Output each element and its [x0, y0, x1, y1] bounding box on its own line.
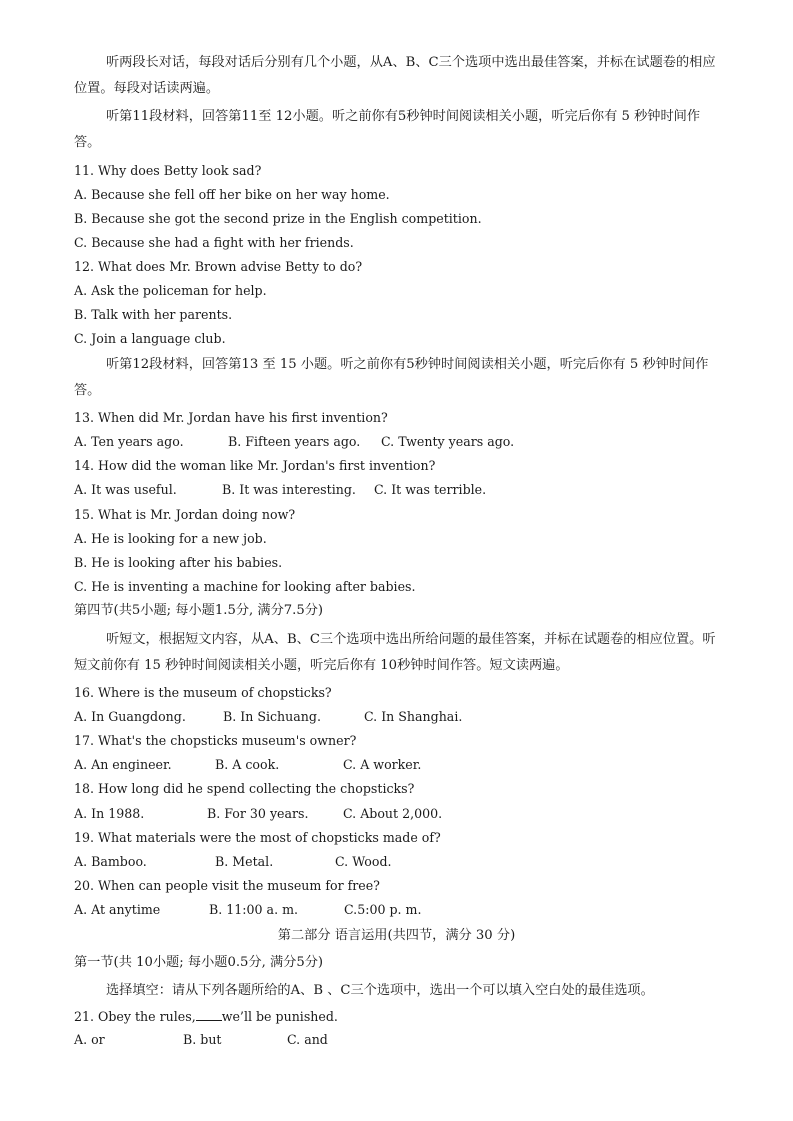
option-b: B. Metal. — [215, 854, 274, 869]
question-21-stem — [74, 1008, 719, 1025]
question-15-option-c: C. He is inventing a machine for looking after babies. — [74, 579, 416, 594]
question-14-stem: 14. How did the woman like Mr. Jordan's first invention? — [74, 458, 436, 473]
option-b: B. For 30 years. — [207, 806, 309, 821]
question-19-options — [74, 854, 719, 870]
question-12-option-b: B. Talk with her parents. — [74, 307, 233, 322]
question-18-stem: 18. How long did he spend collecting the chopsticks? — [74, 781, 415, 796]
option-a: A. At anytime — [74, 902, 161, 917]
answer-blank — [196, 1008, 222, 1021]
option-b: B. In Sichuang. — [223, 709, 321, 724]
part2-section1-heading: 第一节(共 10小题; 每小题0.5分, 满分5分) — [74, 955, 324, 970]
option-a: A. In 1988. — [74, 806, 145, 821]
option-b: B. but — [183, 1032, 222, 1047]
material11-instructions: 听第11段材料，回答第11至 12小题。听之前你有5秒钟时间阅读相关小题，听完后你有 5 秒钟时间作答。 — [74, 109, 701, 150]
part2-section1-instructions: 选择填空：请从下列各题所给的A、B 、C三个选项中，选出一个可以填入空白处的最佳选项。 — [106, 983, 654, 998]
option-a: A. In Guangdong. — [74, 709, 186, 724]
option-a: A. It was useful. — [74, 482, 177, 497]
question-15-option-b: B. He is looking after his babies. — [74, 555, 283, 570]
option-b: B. Fifteen years ago. — [228, 434, 361, 449]
section4-heading: 第四节(共5小题; 每小题1.5分, 满分7.5分) — [74, 603, 324, 618]
question-13-options — [74, 434, 719, 450]
option-c: C.5:00 p. m. — [344, 902, 422, 917]
question-12-stem: 12. What does Mr. Brown advise Betty to do? — [74, 259, 363, 274]
option-a: A. Ten years ago. — [74, 434, 184, 449]
section4-instructions: 听短文，根据短文内容，从A、B、C三个选项中选出所给问题的最佳答案，并标在试题卷的相应位置。听短文前你有 15 秒钟时间阅读相关小题，听完后你有 10秒钟时间作答。短文读两遍。 — [74, 632, 716, 673]
question-11-option-c: C. Because she had a fight with her friends. — [74, 235, 354, 250]
question-13-stem: 13. When did Mr. Jordan have his first invention? — [74, 410, 388, 425]
option-b: B. It was interesting. — [222, 482, 356, 497]
section3-instructions: 听两段长对话，每段对话后分别有几个小题，从A、B、C三个选项中选出最佳答案，并标在试题卷的相应位置。每段对话读两遍。 — [74, 55, 716, 96]
material12-instructions: 听第12段材料，回答第13 至 15 小题。听之前你有5秒钟时间阅读相关小题，听完后你有 5 秒钟时间作答。 — [74, 357, 709, 398]
option-c: C. Wood. — [335, 854, 392, 869]
question-17-stem: 17. What's the chopsticks museum's owner? — [74, 733, 357, 748]
question-15-option-a: A. He is looking for a new job. — [74, 531, 267, 546]
question-12-option-a: A. Ask the policeman for help. — [74, 283, 267, 298]
option-c: C. Twenty years ago. — [381, 434, 515, 449]
option-a: A. Bamboo. — [74, 854, 147, 869]
question-16-options — [74, 709, 719, 725]
question-21-options — [74, 1032, 719, 1048]
question-18-options — [74, 806, 719, 822]
question-12-option-c: C. Join a language club. — [74, 331, 226, 346]
question-17-options — [74, 757, 719, 773]
option-a: A. or — [74, 1032, 105, 1047]
question-20-options — [74, 902, 719, 918]
question-20-stem: 20. When can people visit the museum for free? — [74, 878, 380, 893]
option-c: C. and — [287, 1032, 328, 1047]
question-21-stem-post: we’ll be punished. — [221, 1009, 338, 1024]
option-a: A. An engineer. — [74, 757, 172, 772]
option-c: C. In Shanghai. — [364, 709, 463, 724]
option-c: C. About 2,000. — [343, 806, 443, 821]
option-b: B. 11:00 a. m. — [209, 902, 299, 917]
question-11-option-a: A. Because she fell off her bike on her way home. — [74, 187, 390, 202]
part2-heading: 第二部分 语言运用(共四节，满分 30 分) — [277, 928, 516, 943]
question-11-option-b: B. Because she got the second prize in the English competition. — [74, 211, 482, 226]
question-21-stem-pre: 21. Obey the rules, — [74, 1009, 196, 1024]
question-11-stem: 11. Why does Betty look sad? — [74, 163, 262, 178]
option-c: C. It was terrible. — [374, 482, 487, 497]
question-16-stem: 16. Where is the museum of chopsticks? — [74, 685, 332, 700]
question-15-stem: 15. What is Mr. Jordan doing now? — [74, 507, 296, 522]
question-19-stem: 19. What materials were the most of chopsticks made of? — [74, 830, 441, 845]
option-b: B. A cook. — [215, 757, 280, 772]
option-c: C. A worker. — [343, 757, 422, 772]
question-14-options — [74, 482, 719, 498]
